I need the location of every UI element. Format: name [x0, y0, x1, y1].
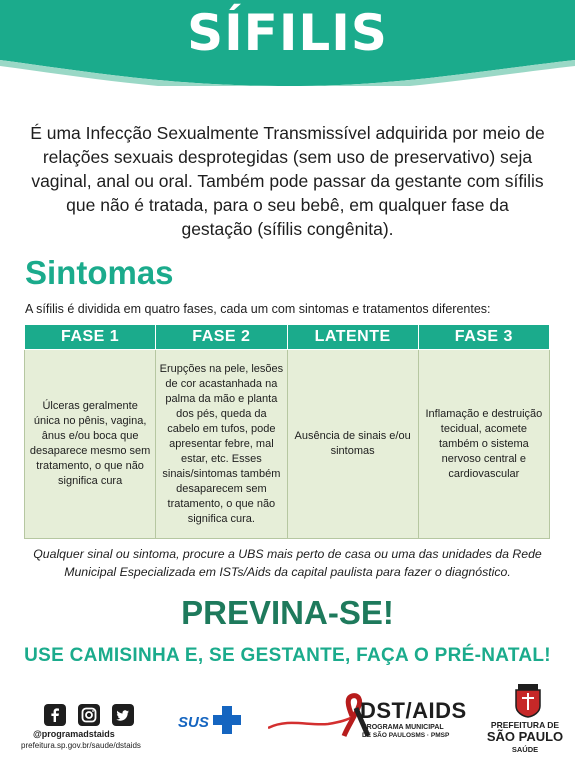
cta-headline: PREVINA-SE!: [181, 594, 394, 631]
phase-header: FASE 3: [418, 325, 549, 350]
table-header-row: [25, 325, 550, 350]
table-row: [25, 350, 550, 539]
diagnosis-note: Qualquer sinal ou sintoma, procure a UBS mais perto de casa ou uma das unidades da Rede Municipal Especializada em ISTs/Aids da capital paulista para fazer o diagnóstico.: [33, 547, 542, 579]
social-handle[interactable]: @programadstaids: [33, 729, 115, 739]
prefeitura-city: SÃO PAULO: [486, 729, 564, 744]
sus-logo-text: SUS: [178, 714, 209, 731]
prefeitura-label: PREFEITURA DE: [490, 720, 560, 730]
phase-header: FASE 1: [25, 325, 156, 350]
phase-header: LATENTE: [287, 325, 418, 350]
sus-logo: [176, 702, 248, 738]
phase-description: Úlceras geralmente única no pênis, vagina, ânus e/ou boca que desaparece mesmo sem tratamento, o que não significa cura: [25, 350, 156, 539]
phase-description: Erupções na pele, lesões de cor acastanhada na palma da mão e planta dos pés, queda da cabelo em tufos, pode apresentar febre, mal estar, etc. Esses sinais/sintomas também desaparecem sem tratamento, o que não significa cura.: [156, 350, 287, 539]
intro-paragraph: É uma Infecção Sexualmente Transmissível adquirida por meio de relações sexuais desprotegidas (sem uso de preservativo) seja vaginal, anal ou oral. Também pode passar da gestante com sífilis que não é tratada, para o seu bebê, em qualquer fase da gestação (sífilis congênita).: [30, 123, 545, 239]
instagram-icon[interactable]: [78, 704, 100, 726]
website-link[interactable]: prefeitura.sp.gov.br/saude/dstaids: [21, 741, 141, 750]
prefeitura-crest-icon: [492, 684, 564, 714]
prefeitura-dept: SAÚDE: [511, 745, 539, 754]
dst-aids-subtitle-2: DE SÃO PAULOSMS · PMSP: [362, 732, 450, 739]
dst-aids-title: DST/AIDS: [360, 698, 467, 723]
header-banner: [0, 0, 575, 86]
phase-header: FASE 2: [156, 325, 287, 350]
social-icons: [44, 704, 144, 726]
facebook-icon[interactable]: [44, 704, 66, 726]
dst-aids-subtitle: PROGRAMA MUNICIPAL: [362, 724, 444, 731]
phases-table: [24, 324, 550, 539]
symptoms-heading: Sintomas: [25, 254, 174, 291]
symptoms-lead: A sífilis é dividida em quatro fases, cada um com sintomas e tratamentos diferentes:: [25, 302, 491, 316]
page-title: SÍFILIS: [187, 4, 388, 62]
twitter-icon[interactable]: [112, 704, 134, 726]
phase-description: Ausência de sinais e/ou sintomas: [287, 350, 418, 539]
phase-description: Inflamação e destruição tecidual, acomete também o sistema nervoso central e cardiovascular: [418, 350, 549, 539]
cta-subline: USE CAMISINHA E, SE GESTANTE, FAÇA O PRÉ-NATAL!: [24, 645, 551, 666]
